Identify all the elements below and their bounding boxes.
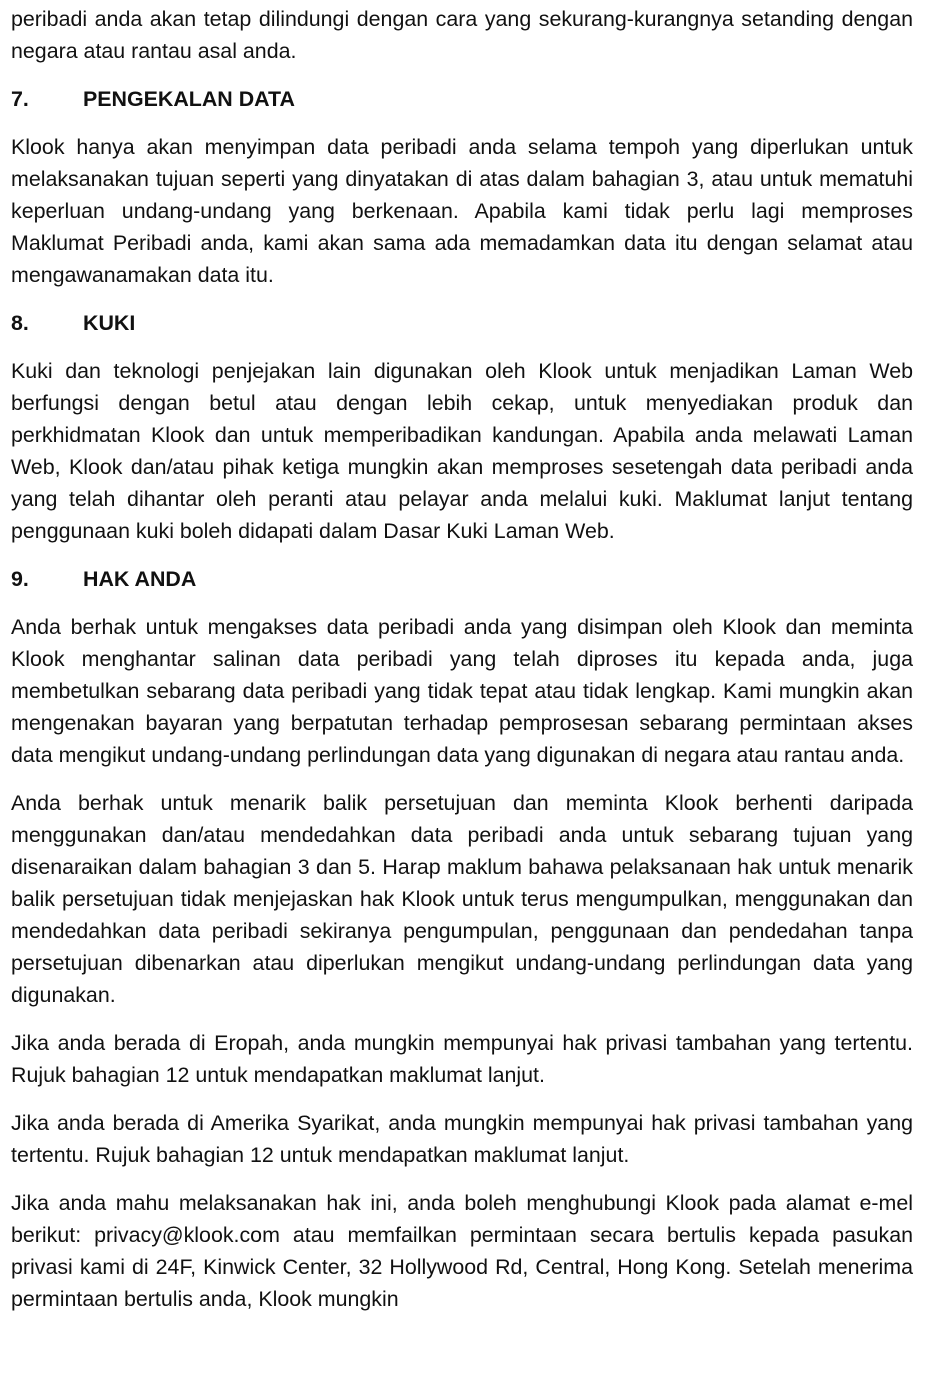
section-heading-8 (11, 307, 913, 339)
section-title: KUKI (83, 311, 136, 335)
section-7-paragraph-1: Klook hanya akan menyimpan data peribadi anda selama tempoh yang diperlukan untuk melaksanakan tujuan seperti yang dinyatakan di atas dalam bahagian 3, atau untuk mematuhi keperluan undang-undang yang berkenaan. Apabila kami tidak perlu lagi memproses Maklumat Peribadi anda, kami akan sama ada memadamkan data itu dengan selamat atau mengawanamakan data itu. (11, 135, 913, 287)
section-title: HAK ANDA (83, 567, 197, 591)
section-9-paragraph-3: Jika anda berada di Eropah, anda mungkin mempunyai hak privasi tambahan yang tertentu. Rujuk bahagian 12 untuk mendapatkan maklumat lanjut. (11, 1031, 913, 1087)
section-number: 9. (11, 567, 29, 591)
document-page (11, 3, 913, 1331)
section-9-paragraph-4: Jika anda berada di Amerika Syarikat, anda mungkin mempunyai hak privasi tambahan yang tertentu. Rujuk bahagian 12 untuk mendapatkan maklumat lanjut. (11, 1111, 913, 1167)
section-heading-9 (11, 563, 913, 595)
section-9-paragraph-5: Jika anda mahu melaksanakan hak ini, anda boleh menghubungi Klook pada alamat e-mel berikut: privacy@klook.com atau memfailkan permintaan secara bertulis kepada pasukan privasi kami di 24F, Kinwick Center, 32 Hollywood Rd, Central, Hong Kong. Setelah menerima permintaan bertulis anda, Klook mungkin (11, 1191, 913, 1311)
section-number: 7. (11, 87, 29, 111)
section-9-paragraph-1: Anda berhak untuk mengakses data peribadi anda yang disimpan oleh Klook dan meminta Klook menghantar salinan data peribadi yang telah diproses itu kepada anda, juga membetulkan sebarang data peribadi yang tidak tepat atau tidak lengkap. Kami mungkin akan mengenakan bayaran yang berpatutan terhadap pemprosesan sebarang permintaan akses data mengikut undang-undang perlindungan data yang digunakan di negara atau rantau anda. (11, 615, 913, 767)
section-9-paragraph-2: Anda berhak untuk menarik balik persetujuan dan meminta Klook berhenti daripada menggunakan dan/atau mendedahkan data peribadi anda untuk sebarang tujuan yang disenaraikan dalam bahagian 3 dan 5. Harap maklum bahawa pelaksanaan hak untuk menarik balik persetujuan tidak menjejaskan hak Klook untuk terus mengumpulkan, menggunakan dan mendedahkan data peribadi sekiranya pengumpulan, penggunaan dan pendedahan tanpa persetujuan dibenarkan atau diperlukan mengikut undang-undang perlindungan data yang digunakan. (11, 791, 913, 1007)
section-number: 8. (11, 311, 29, 335)
section-8-paragraph-1: Kuki dan teknologi penjejakan lain digunakan oleh Klook untuk menjadikan Laman Web berfungsi dengan betul atau dengan lebih cekap, untuk menyediakan produk dan perkhidmatan Klook dan untuk memperibadikan kandungan. Apabila anda melawati Laman Web, Klook dan/atau pihak ketiga mungkin akan memproses sesetengah data peribadi anda yang telah dihantar oleh peranti atau pelayar anda melalui kuki. Maklumat lanjut tentang penggunaan kuki boleh didapati dalam Dasar Kuki Laman Web. (11, 359, 913, 543)
section-title: PENGEKALAN DATA (83, 87, 295, 111)
section-heading-7 (11, 83, 913, 115)
intro-paragraph: peribadi anda akan tetap dilindungi dengan cara yang sekurang-kurangnya setanding dengan negara atau rantau asal anda. (11, 7, 913, 63)
